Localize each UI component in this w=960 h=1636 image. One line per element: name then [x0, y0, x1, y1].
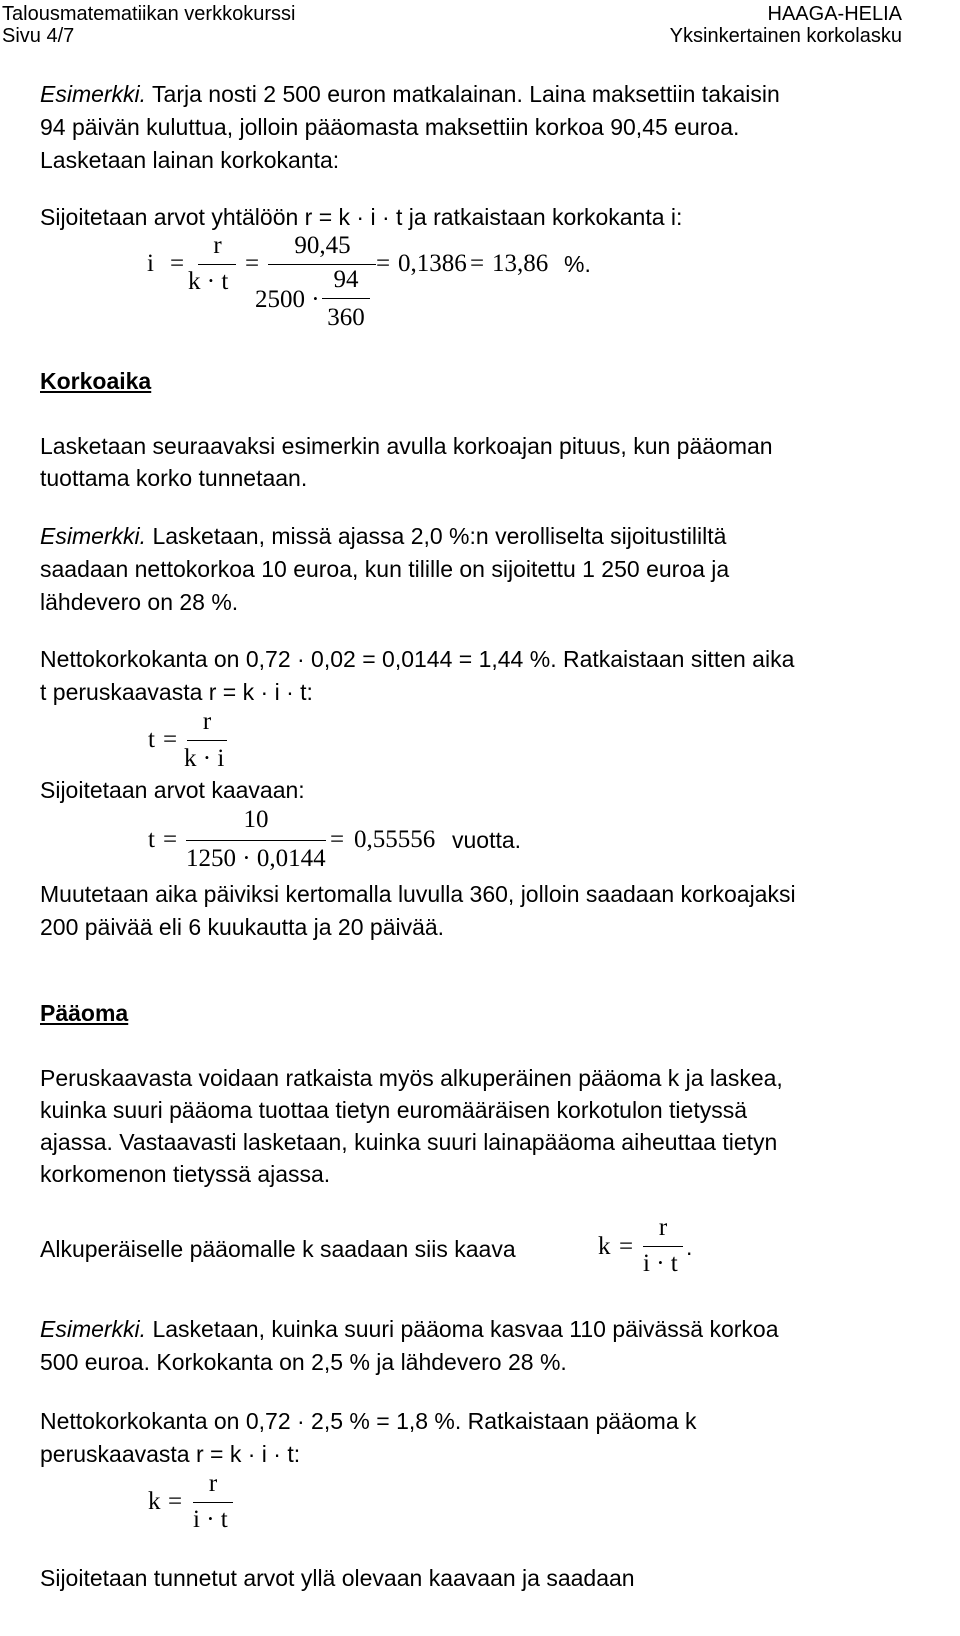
formula-t: t [148, 826, 155, 853]
formula-unit: %. [564, 251, 591, 277]
formula-result: 0,1386 [398, 250, 467, 277]
formula-r: r [208, 1470, 218, 1497]
formula-equals: = [470, 250, 485, 277]
paragraph-line: 200 päivää eli 6 kuukautta ja 20 päivää. [40, 914, 445, 940]
example1-line3: Lasketaan lainan korkokanta: [40, 147, 340, 173]
formula-equals: = [245, 250, 260, 277]
example2-text: Lasketaan, missä ajassa 2,0 %:n verolliselta sijoitustililtä [152, 523, 727, 549]
formula-numerator: 10 [243, 806, 269, 833]
section-heading-paaoma: Pääoma [40, 1000, 129, 1026]
example1-line4: Sijoitetaan arvot yhtälöön r = k · i · t ja ratkaistaan korkokanta i: [40, 204, 683, 230]
school-name: HAAGA-HELIA [767, 3, 902, 25]
page-number: Sivu 4/7 [2, 25, 75, 47]
net-rate-line2: peruskaavasta r = k · i · t: [40, 1441, 301, 1467]
section-heading-korkoaika: Korkoaika [40, 368, 152, 394]
formula-360: 360 [327, 304, 365, 331]
fraction-bar [187, 740, 227, 741]
formula-percent: 13,86 [492, 250, 549, 277]
formula-k: k [148, 1488, 161, 1515]
formula-equals: = [163, 826, 178, 853]
formula-2500: 2500 · [255, 286, 320, 313]
example1-text: Tarja nosti 2 500 euron matkalainan. Laina maksettiin takaisin [152, 81, 780, 107]
formula-unit: vuotta. [452, 827, 522, 853]
example1-line1 [40, 78, 780, 110]
formula-94: 94 [333, 266, 359, 293]
formula-numerator: 90,45 [294, 232, 351, 259]
fraction-bar [193, 1502, 233, 1503]
formula-it: i · t [193, 1506, 228, 1533]
formula-it: i · t [643, 1250, 678, 1277]
fraction-bar [186, 840, 326, 841]
example-label: Esimerkki. [40, 81, 147, 107]
page-topic: Yksinkertainen korkolasku [669, 25, 902, 47]
example3-line2: 500 euroa. Korkokanta on 2,5 % ja lähdevero 28 %. [40, 1349, 567, 1375]
formula-k: k [598, 1233, 611, 1260]
example3-text: Lasketaan, kuinka suuri pääoma kasvaa 110 päivässä korkoa [152, 1316, 779, 1342]
paragraph-line: Sijoitetaan tunnetut arvot yllä olevaan kaavaan ja saadaan [40, 1565, 635, 1591]
formula-equals: = [170, 250, 185, 277]
formula-ki: k · i [184, 745, 225, 772]
formula-r: r [213, 232, 222, 259]
formula-kt: k · t [188, 268, 229, 295]
substitute-line: Sijoitetaan arvot kaavaan: [40, 777, 305, 803]
paragraph-line: Lasketaan seuraavaksi esimerkin avulla korkoajan pituus, kun pääoman [40, 433, 773, 459]
formula-equals: = [376, 250, 391, 277]
paragraph-line: Peruskaavasta voidaan ratkaista myös alkuperäinen pääoma k ja laskea, [40, 1065, 783, 1091]
fraction-bar [322, 298, 370, 299]
paragraph-line: korkomenon tietyssä ajassa. [40, 1161, 331, 1187]
net-rate-line2: t peruskaavasta r = k · i · t: [40, 679, 313, 705]
example3-line1 [40, 1313, 779, 1345]
paragraph-line: tuottama korko tunnetaan. [40, 465, 308, 491]
paragraph-line: Muutetaan aika päiviksi kertomalla luvulla 360, jolloin saadaan korkoajaksi [40, 881, 796, 907]
example2-line1 [40, 520, 726, 552]
paragraph-line: kuinka suuri pääoma tuottaa tietyn euromääräisen korkotulon tietyssä [40, 1097, 748, 1123]
formula-equals: = [168, 1488, 183, 1515]
net-rate-line1: Nettokorkokanta on 0,72 · 0,02 = 0,0144 = 1,44 %. Ratkaistaan sitten aika [40, 646, 795, 672]
fraction-bar [198, 264, 236, 265]
fraction-bar [268, 264, 376, 265]
formula-r: r [658, 1214, 668, 1241]
formula-result: 0,55556 [354, 826, 436, 853]
formula-denominator: 1250 · 0,0144 [186, 845, 326, 872]
example-label: Esimerkki. [40, 1316, 147, 1342]
principal-formula-text: Alkuperäiselle pääomalle k saadaan siis kaava [40, 1236, 516, 1262]
formula-i: i [147, 250, 154, 277]
formula-equals: = [163, 726, 178, 753]
formula-period: . [686, 1234, 693, 1260]
formula-equals: = [330, 826, 345, 853]
formula-equals: = [619, 1233, 634, 1260]
example2-line3: lähdevero on 28 %. [40, 589, 239, 615]
example2-line2: saadaan nettokorkoa 10 euroa, kun tilille on sijoitettu 1 250 euroa ja [40, 556, 730, 582]
fraction-bar [643, 1246, 683, 1247]
paragraph-line: ajassa. Vastaavasti lasketaan, kuinka suuri lainapääoma aiheuttaa tietyn [40, 1129, 778, 1155]
example-label: Esimerkki. [40, 523, 147, 549]
formula-r: r [202, 708, 212, 735]
example1-line2: 94 päivän kuluttua, jolloin pääomasta maksettiin korkoa 90,45 euroa. [40, 114, 740, 140]
course-title: Talousmatematiikan verkkokurssi [2, 3, 296, 25]
formula-t: t [148, 726, 155, 753]
net-rate-line1: Nettokorkokanta on 0,72 · 2,5 % = 1,8 %. Ratkaistaan pääoma k [40, 1408, 697, 1434]
